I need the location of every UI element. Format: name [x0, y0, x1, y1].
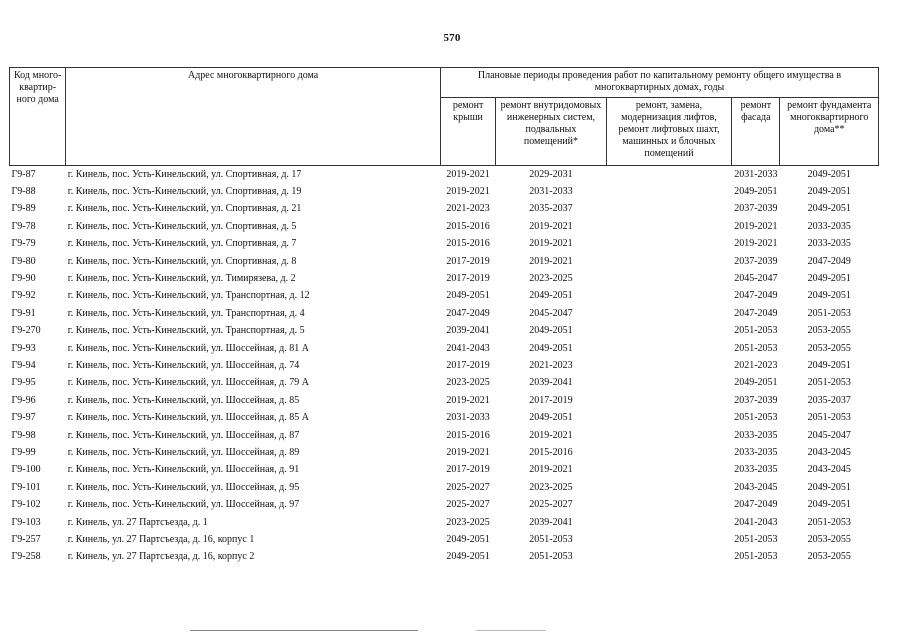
- table-row: [10, 549, 879, 566]
- cell-facade: 2047-2049: [734, 499, 778, 511]
- cell-systems: 2019-2021: [529, 464, 573, 476]
- cell-elevators: [606, 392, 732, 409]
- cell-systems: 2035-2037: [529, 203, 573, 215]
- cell-elevators: [606, 236, 732, 253]
- cell-elevators: [606, 166, 732, 184]
- page-number: 570: [443, 32, 461, 44]
- cell-foundation: 2047-2049: [807, 255, 851, 267]
- cell-foundation: 2049-2051: [807, 203, 851, 215]
- cell-address: г. Кинель, пос. Усть-Кинельский, ул. Шоссейная, д. 87: [67, 429, 300, 441]
- cell-elevators: [606, 201, 732, 218]
- cell-facade: 2033-2035: [734, 446, 778, 458]
- table-row: [10, 201, 879, 218]
- table-row: [10, 270, 879, 287]
- cell-elevators: [606, 288, 732, 305]
- cell-code: Г9-79: [11, 238, 36, 250]
- cell-address: г. Кинель, пос. Усть-Кинельский, ул. Шоссейная, д. 81 А: [67, 342, 309, 354]
- cell-elevators: [606, 270, 732, 287]
- cell-elevators: [606, 549, 732, 566]
- cell-foundation: 2045-2047: [807, 429, 851, 441]
- header-foundation: ремонт фундамента многоквартирного дома**: [780, 97, 879, 165]
- cell-facade: 2051-2053: [734, 325, 778, 337]
- cell-elevators: [606, 305, 732, 322]
- cell-code: Г9-90: [11, 273, 36, 285]
- header-code: Код много-квартир-ного дома: [10, 68, 66, 166]
- table-row: [10, 253, 879, 270]
- cell-facade: 2037-2039: [734, 255, 778, 267]
- cell-address: г. Кинель, пос. Усть-Кинельский, ул. Шоссейная, д. 95: [67, 481, 300, 493]
- table-row: [10, 323, 879, 340]
- repair-schedule-table: [9, 67, 879, 566]
- cell-systems: 2039-2041: [529, 377, 573, 389]
- cell-facade: 2051-2053: [734, 533, 778, 545]
- table-row: [10, 427, 879, 444]
- cell-elevators: [606, 427, 732, 444]
- cell-address: г. Кинель, пос. Усть-Кинельский, ул. Шоссейная, д. 85: [67, 394, 300, 406]
- cell-foundation: 2053-2055: [807, 551, 851, 563]
- cell-roof: 2019-2021: [446, 168, 490, 180]
- cell-elevators: [606, 409, 732, 426]
- cell-foundation: 2035-2037: [807, 394, 851, 406]
- cell-roof: 2017-2019: [446, 359, 490, 371]
- cell-address: г. Кинель, ул. 27 Партсъезда, д. 16, корпус 1: [67, 533, 255, 545]
- cell-roof: 2023-2025: [446, 377, 490, 389]
- cell-roof: 2039-2041: [446, 325, 490, 337]
- table-row: [10, 444, 879, 461]
- cell-code: Г9-92: [11, 290, 36, 302]
- footer-rule-left: [190, 630, 418, 631]
- cell-code: Г9-97: [11, 412, 36, 424]
- cell-address: г. Кинель, пос. Усть-Кинельский, ул. Спортивная, д. 5: [67, 220, 297, 232]
- cell-address: г. Кинель, пос. Усть-Кинельский, ул. Шоссейная, д. 74: [67, 359, 300, 371]
- cell-code: Г9-102: [11, 499, 41, 511]
- cell-foundation: 2049-2051: [807, 168, 851, 180]
- cell-roof: 2025-2027: [446, 481, 490, 493]
- header-roof: ремонт крыши: [440, 97, 495, 165]
- cell-address: г. Кинель, пос. Усть-Кинельский, ул. Шоссейная, д. 85 А: [67, 412, 309, 424]
- table-row: [10, 531, 879, 548]
- cell-address: г. Кинель, пос. Усть-Кинельский, ул. Транспортная, д. 12: [67, 290, 310, 302]
- cell-systems: 2019-2021: [529, 238, 573, 250]
- cell-systems: 2021-2023: [529, 359, 573, 371]
- cell-code: Г9-88: [11, 186, 36, 198]
- cell-roof: 2049-2051: [446, 551, 490, 563]
- cell-address: г. Кинель, пос. Усть-Кинельский, ул. Спортивная, д. 7: [67, 238, 297, 250]
- cell-systems: 2051-2053: [529, 533, 573, 545]
- table-row: [10, 218, 879, 235]
- cell-systems: 2025-2027: [529, 499, 573, 511]
- cell-elevators: [606, 375, 732, 392]
- footer-rule-right: [476, 630, 546, 631]
- table-row: [10, 462, 879, 479]
- cell-systems: 2017-2019: [529, 394, 573, 406]
- cell-facade: 2051-2053: [734, 412, 778, 424]
- cell-foundation: 2053-2055: [807, 533, 851, 545]
- cell-code: Г9-80: [11, 255, 36, 267]
- cell-code: Г9-99: [11, 446, 36, 458]
- cell-elevators: [606, 253, 732, 270]
- table-row: [10, 236, 879, 253]
- cell-code: Г9-98: [11, 429, 36, 441]
- table-row: [10, 288, 879, 305]
- table-row: [10, 496, 879, 513]
- cell-address: г. Кинель, пос. Усть-Кинельский, ул. Транспортная, д. 4: [67, 307, 305, 319]
- cell-address: г. Кинель, ул. 27 Партсъезда, д. 16, корпус 2: [67, 551, 255, 563]
- cell-facade: 2045-2047: [734, 273, 778, 285]
- cell-roof: 2015-2016: [446, 220, 490, 232]
- cell-systems: 2019-2021: [529, 220, 573, 232]
- cell-facade: 2051-2053: [734, 551, 778, 563]
- cell-facade: 2043-2045: [734, 481, 778, 493]
- cell-systems: 2049-2051: [529, 412, 573, 424]
- cell-roof: 2049-2051: [446, 290, 490, 302]
- cell-roof: 2031-2033: [446, 412, 490, 424]
- cell-foundation: 2049-2051: [807, 481, 851, 493]
- cell-systems: 2019-2021: [529, 429, 573, 441]
- cell-roof: 2015-2016: [446, 429, 490, 441]
- cell-systems: 2051-2053: [529, 551, 573, 563]
- cell-roof: 2017-2019: [446, 464, 490, 476]
- table-header: [10, 68, 879, 166]
- cell-facade: 2019-2021: [734, 238, 778, 250]
- header-periods-group: Плановые периоды проведения работ по капитальному ремонту общего имущества в многоквартирных домах, годы: [440, 68, 878, 98]
- cell-foundation: 2049-2051: [807, 273, 851, 285]
- cell-elevators: [606, 444, 732, 461]
- cell-systems: 2019-2021: [529, 255, 573, 267]
- cell-foundation: 2051-2053: [807, 307, 851, 319]
- cell-facade: 2047-2049: [734, 307, 778, 319]
- cell-code: Г9-103: [11, 516, 41, 528]
- cell-systems: 2023-2025: [529, 273, 573, 285]
- cell-roof: 2023-2025: [446, 516, 490, 528]
- cell-roof: 2017-2019: [446, 255, 490, 267]
- table-row: [10, 340, 879, 357]
- cell-roof: 2019-2021: [446, 186, 490, 198]
- cell-facade: 2037-2039: [734, 203, 778, 215]
- cell-address: г. Кинель, пос. Усть-Кинельский, ул. Спортивная, д. 8: [67, 255, 297, 267]
- cell-facade: 2051-2053: [734, 342, 778, 354]
- cell-foundation: 2053-2055: [807, 342, 851, 354]
- cell-facade: 2041-2043: [734, 516, 778, 528]
- cell-elevators: [606, 531, 732, 548]
- cell-foundation: 2049-2051: [807, 499, 851, 511]
- cell-address: г. Кинель, ул. 27 Партсъезда, д. 1: [67, 516, 208, 528]
- cell-code: Г9-270: [11, 325, 41, 337]
- cell-roof: 2019-2021: [446, 394, 490, 406]
- cell-facade: 2021-2023: [734, 359, 778, 371]
- cell-foundation: 2051-2053: [807, 516, 851, 528]
- cell-roof: 2047-2049: [446, 307, 490, 319]
- cell-elevators: [606, 218, 732, 235]
- cell-foundation: 2051-2053: [807, 377, 851, 389]
- header-systems: ремонт внутридомовых инженерных систем, подвальных помещений*: [496, 97, 607, 165]
- cell-code: Г9-91: [11, 307, 36, 319]
- cell-address: г. Кинель, пос. Усть-Кинельский, ул. Шоссейная, д. 79 А: [67, 377, 309, 389]
- cell-elevators: [606, 462, 732, 479]
- cell-systems: 2015-2016: [529, 446, 573, 458]
- cell-roof: 2021-2023: [446, 203, 490, 215]
- table-row: [10, 392, 879, 409]
- cell-systems: 2023-2025: [529, 481, 573, 493]
- header-facade: ремонт фасада: [732, 97, 780, 165]
- cell-systems: 2039-2041: [529, 516, 573, 528]
- cell-facade: 2031-2033: [734, 168, 778, 180]
- cell-facade: 2019-2021: [734, 220, 778, 232]
- cell-elevators: [606, 514, 732, 531]
- cell-elevators: [606, 183, 732, 200]
- cell-elevators: [606, 323, 732, 340]
- cell-roof: 2015-2016: [446, 238, 490, 250]
- cell-code: Г9-93: [11, 342, 36, 354]
- cell-systems: 2049-2051: [529, 290, 573, 302]
- table-row: [10, 409, 879, 426]
- cell-foundation: 2049-2051: [807, 359, 851, 371]
- cell-roof: 2017-2019: [446, 273, 490, 285]
- cell-code: Г9-257: [11, 533, 41, 545]
- cell-elevators: [606, 357, 732, 374]
- cell-foundation: 2051-2053: [807, 412, 851, 424]
- cell-foundation: 2033-2035: [807, 238, 851, 250]
- cell-roof: 2019-2021: [446, 446, 490, 458]
- cell-foundation: 2049-2051: [807, 290, 851, 302]
- cell-code: Г9-101: [11, 481, 41, 493]
- cell-roof: 2041-2043: [446, 342, 490, 354]
- cell-systems: 2045-2047: [529, 307, 573, 319]
- cell-address: г. Кинель, пос. Усть-Кинельский, ул. Шоссейная, д. 91: [67, 464, 300, 476]
- cell-systems: 2031-2033: [529, 186, 573, 198]
- cell-address: г. Кинель, пос. Усть-Кинельский, ул. Шоссейная, д. 97: [67, 499, 300, 511]
- cell-elevators: [606, 479, 732, 496]
- cell-elevators: [606, 340, 732, 357]
- cell-foundation: 2043-2045: [807, 464, 851, 476]
- cell-foundation: 2043-2045: [807, 446, 851, 458]
- table-row: [10, 166, 879, 184]
- cell-facade: 2049-2051: [734, 186, 778, 198]
- cell-foundation: 2049-2051: [807, 186, 851, 198]
- cell-code: Г9-96: [11, 394, 36, 406]
- cell-facade: 2033-2035: [734, 464, 778, 476]
- cell-address: г. Кинель, пос. Усть-Кинельский, ул. Спортивная, д. 19: [67, 186, 302, 198]
- cell-foundation: 2053-2055: [807, 325, 851, 337]
- cell-elevators: [606, 496, 732, 513]
- cell-facade: 2047-2049: [734, 290, 778, 302]
- table-body: [10, 166, 879, 566]
- table-row: [10, 357, 879, 374]
- header-address: Адрес многоквартирного дома: [66, 68, 441, 166]
- cell-code: Г9-258: [11, 551, 41, 563]
- cell-systems: 2049-2051: [529, 342, 573, 354]
- table-row: [10, 479, 879, 496]
- cell-facade: 2037-2039: [734, 394, 778, 406]
- cell-code: Г9-89: [11, 203, 36, 215]
- cell-systems: 2049-2051: [529, 325, 573, 337]
- cell-code: Г9-87: [11, 168, 36, 180]
- cell-address: г. Кинель, пос. Усть-Кинельский, ул. Спортивная, д. 17: [67, 168, 302, 180]
- cell-address: г. Кинель, пос. Усть-Кинельский, ул. Тимирязева, д. 2: [67, 273, 296, 285]
- table-row: [10, 514, 879, 531]
- cell-roof: 2025-2027: [446, 499, 490, 511]
- cell-roof: 2049-2051: [446, 533, 490, 545]
- cell-code: Г9-100: [11, 464, 41, 476]
- table-row: [10, 375, 879, 392]
- cell-code: Г9-78: [11, 220, 36, 232]
- cell-systems: 2029-2031: [529, 168, 573, 180]
- cell-foundation: 2033-2035: [807, 220, 851, 232]
- table-row: [10, 305, 879, 322]
- cell-facade: 2049-2051: [734, 377, 778, 389]
- cell-address: г. Кинель, пос. Усть-Кинельский, ул. Шоссейная, д. 89: [67, 446, 300, 458]
- cell-address: г. Кинель, пос. Усть-Кинельский, ул. Спортивная, д. 21: [67, 203, 302, 215]
- table-row: [10, 183, 879, 200]
- cell-code: Г9-94: [11, 359, 36, 371]
- header-elevators: ремонт, замена, модернизация лифтов, ремонт лифтовых шахт, машинных и блочных помещений: [606, 97, 732, 165]
- cell-address: г. Кинель, пос. Усть-Кинельский, ул. Транспортная, д. 5: [67, 325, 305, 337]
- cell-code: Г9-95: [11, 377, 36, 389]
- cell-facade: 2033-2035: [734, 429, 778, 441]
